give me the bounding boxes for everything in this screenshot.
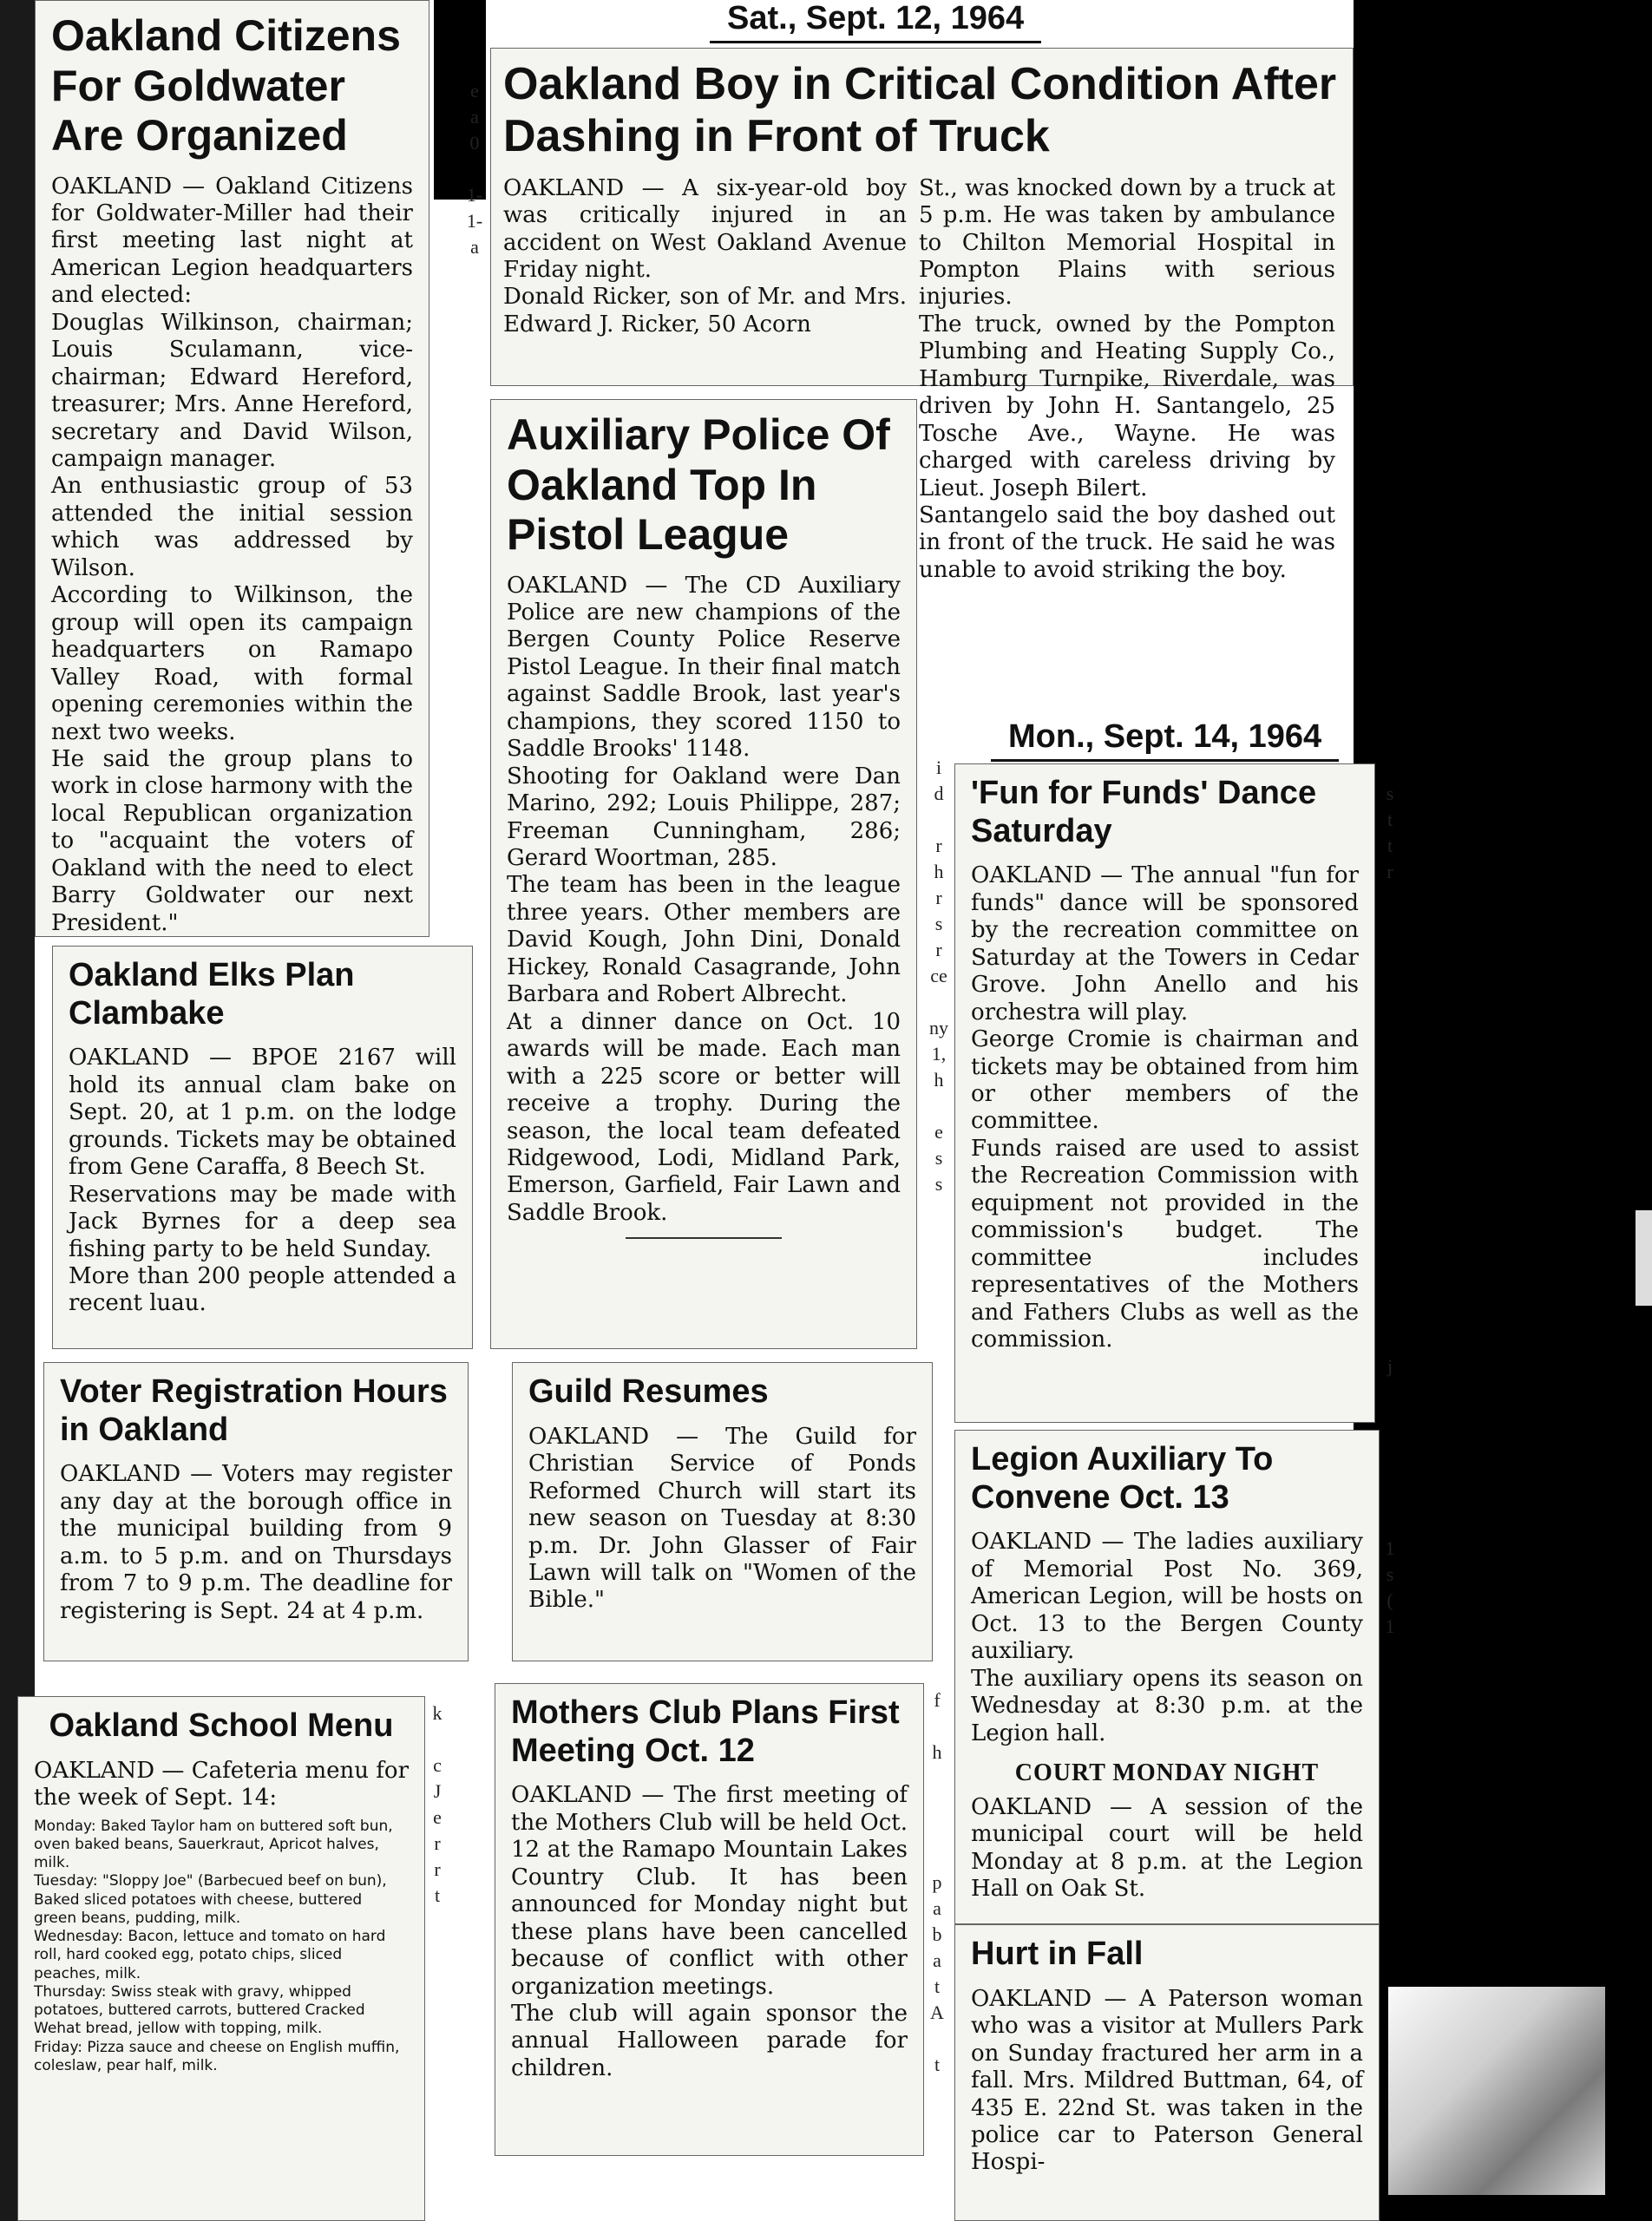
margin-fragment-col1: e a 0 1- 1- a bbox=[466, 80, 483, 258]
article-voter-registration bbox=[43, 1362, 469, 1661]
date-mon: Mon., Sept. 14, 1964 bbox=[991, 718, 1339, 762]
article-mothers-club bbox=[495, 1683, 924, 2156]
margin-fragment-col4: k c J e r r t bbox=[432, 1702, 442, 1906]
body-legion-auxiliary: OAKLAND — The ladies auxiliary of Memorial Post No. 369, American Legion, will be hosts on Oct. 13 to the Bergen County auxiliary. The auxiliary opens its season on Wednesday at 8:30 p.m. at the Legion hall. bbox=[971, 1529, 1363, 1746]
subhead-court: COURT MONDAY NIGHT bbox=[1014, 1759, 1320, 1786]
divider-rule bbox=[626, 1237, 782, 1239]
body-mothers-club: OAKLAND — The first meeting of the Mothers Club will be held Oct. 12 at the Ramapo Mountain Lakes Country Club. It has been announced for Monday night but these plans have been cancelled because of conflict with other organization meetings. The club will again sponsor the annual Halloween parade for children. bbox=[511, 1782, 908, 2081]
article-school-menu bbox=[17, 1696, 425, 2221]
article-elks bbox=[52, 946, 473, 1349]
article-fun-for-funds bbox=[954, 763, 1375, 1423]
article-guild-resumes bbox=[512, 1362, 933, 1661]
scan-paper-sliver bbox=[1636, 1210, 1652, 1306]
headline-school-menu: Oakland School Menu bbox=[49, 1707, 394, 1744]
headline-guild-resumes: Guild Resumes bbox=[528, 1373, 769, 1410]
body-voter-registration: OAKLAND — Voters may register any day at the borough office in the municipal building from 9 a.m. to 5 p.m. and on Thursdays from 7 to 9 p.m. The deadline for registering is Sept. 24 at 4 p.m. bbox=[60, 1461, 452, 1624]
headline-fun-for-funds: 'Fun for Funds' Dance Saturday bbox=[971, 775, 1317, 849]
date-sat: Sat., Sept. 12, 1964 bbox=[710, 0, 1041, 43]
headline-pistol-league: Auxiliary Police Of Oakland Top In Pistol League bbox=[507, 410, 890, 559]
body-school-menu-intro: OAKLAND — Cafeteria menu for the week of Sept. 14: bbox=[34, 1757, 409, 1812]
headline-truck: Oakland Boy in Critical Condition After Dashing in Front of Truck bbox=[503, 59, 1337, 161]
photo-fragment bbox=[1388, 1987, 1605, 2195]
article-goldwater bbox=[35, 0, 429, 937]
margin-fragment-col2: i d r h r s r ce ny 1, h e s s bbox=[929, 757, 948, 1195]
body-truck-left: OAKLAND — A six-year-old boy was critically injured in an accident on West Oakland Avenue Friday night. Donald Ricker, son of Mr. and Mrs. Edward J. Ricker, 50 Acorn bbox=[503, 174, 907, 337]
article-legion-auxiliary bbox=[954, 1430, 1380, 1924]
article-hurt-in-fall bbox=[954, 1924, 1380, 2221]
headline-elks: Oakland Elks Plan Clambake bbox=[69, 957, 355, 1032]
body-elks: OAKLAND — BPOE 2167 will hold its annual clam bake on Sept. 20, at 1 p.m. on the lodge grounds. Tickets may be obtained from Gene Caraffa, 8 Beech St. Reservations may be made with Jack Byrnes for a deep sea fishing party to be held Sunday. More than 200 people attended a recent luau. bbox=[69, 1045, 456, 1317]
body-hurt-in-fall: OAKLAND — A Paterson woman who was a visitor at Mullers Park on Sunday fractured her arm in a fall. Mrs. Mildred Buttman, 64, of 435 E. 22nd St. was taken in the police car to Paterson General Hospi- bbox=[971, 1985, 1363, 2176]
headline-voter-registration: Voter Registration Hours in Oakland bbox=[60, 1373, 448, 1448]
headline-legion-auxiliary: Legion Auxiliary To Convene Oct. 13 bbox=[971, 1441, 1274, 1516]
margin-fragment-col3: s t t r j 1 s ( 1 bbox=[1385, 783, 1395, 1637]
article-pistol-league bbox=[490, 399, 917, 1349]
body-pistol-league: OAKLAND — The CD Auxiliary Police are new champions of the Bergen County Police Reserve Pistol League. In their final match against Saddle Brook, last year's champions, they scored 1150 to Saddle Brooks' 1148. Shooting for Oakland were Dan Marino, 292; Louis Philippe, 287; Freeman Cunningham, 286; Gerard Woortman, 285. The team has been in the league three years. Other members are David Kough, John Dini, Donald Hickey, Ronald Casagrande, John Barbara and Robert Albrecht. At a dinner dance on Oct. 10 awards will be made. Each man with a 225 score or better will receive a trophy. During the season, the local team defeated Ridgewood, Lodi, Midland Park, Emerson, Garfield, Fair Lawn and Saddle Brook. bbox=[507, 572, 901, 1226]
headline-goldwater: Oakland Citizens For Goldwater Are Organized bbox=[51, 11, 401, 160]
headline-hurt-in-fall: Hurt in Fall bbox=[971, 1936, 1144, 1972]
body-goldwater: OAKLAND — Oakland Citizens for Goldwater-Miller had their first meeting last night at American Legion headquarters and elected: Douglas Wilkinson, chairman; Louis Sculamann, vice-chairman; Edward Hereford, treasurer; Mrs. Anne Hereford, secretary and David Wilson, campaign manager. An enthusiastic group of 53 attended the initial session which was addressed by Wilson. According to Wilkinson, the group will open its campaign headquarters on Ramapo Valley Road, with formal opening ceremonies within the next two weeks. He said the group plans to work in close harmony with the local Republican organization to "acquaint the voters of Oakland with the need to elect Barry Goldwater our next President." bbox=[51, 173, 413, 936]
body-guild-resumes: OAKLAND — The Guild for Christian Service of Ponds Reformed Church will start its new season on Tuesday at 8:30 p.m. Dr. John Glasser of Fair Lawn will talk on "Women of the Bible." bbox=[528, 1423, 916, 1614]
body-court: OAKLAND — A session of the municipal court will be held Monday at 8 p.m. at the Legion Hall on Oak St. bbox=[971, 1794, 1363, 1903]
margin-fragment-col5: f h p a b a t A t bbox=[930, 1689, 944, 2075]
body-truck-right: St., was knocked down by a truck at 5 p.m. He was taken by ambulance to Chilton Memorial Hospital in Pompton Plains with serious injuries. The truck, owned by the Pompton Plumbing and Heating Supply Co., Hamburg Turnpike, Riverdale, was driven by John H. Santangelo, 25 Tosche Ave., Wayne. He was charged with careless driving by Lieut. Joseph Bilert. Santangelo said the boy dashed out in front of the truck. He said he was unable to avoid striking the boy. bbox=[919, 174, 1335, 583]
headline-mothers-club: Mothers Club Plans First Meeting Oct. 12 bbox=[511, 1694, 900, 1769]
body-school-menu-days: Monday: Baked Taylor ham on buttered soft bun, oven baked beans, Sauerkraut, Apricot halves, milk. Tuesday: "Sloppy Joe" (Barbecued beef on bun), Baked sliced potatoes with cheese, buttered green beans, pudding, milk. Wednesday: Bacon, lettuce and tomato on hard roll, hard cooked egg, potato chips, sliced peaches, milk. Thursday: Swiss steak with gravy, whipped potatoes, buttered carrots, buttered Cracked Wehat bread, jellow with topping, milk. Friday: Pizza sauce and cheese on English muffin, coleslaw, pear half, milk. bbox=[34, 1817, 400, 2074]
body-fun-for-funds: OAKLAND — The annual "fun for funds" dance will be sponsored by the recreation committee on Saturday at the Towers in Cedar Grove. John Anello and his orchestra will play. George Cromie is chairman and tickets may be obtained from him or other members of the committee. Funds raised are used to assist the Recreation Commission with equipment not provided in the commission's budget. The committee includes representatives of the Mothers and Fathers Clubs as well as the commission. bbox=[971, 862, 1359, 1353]
